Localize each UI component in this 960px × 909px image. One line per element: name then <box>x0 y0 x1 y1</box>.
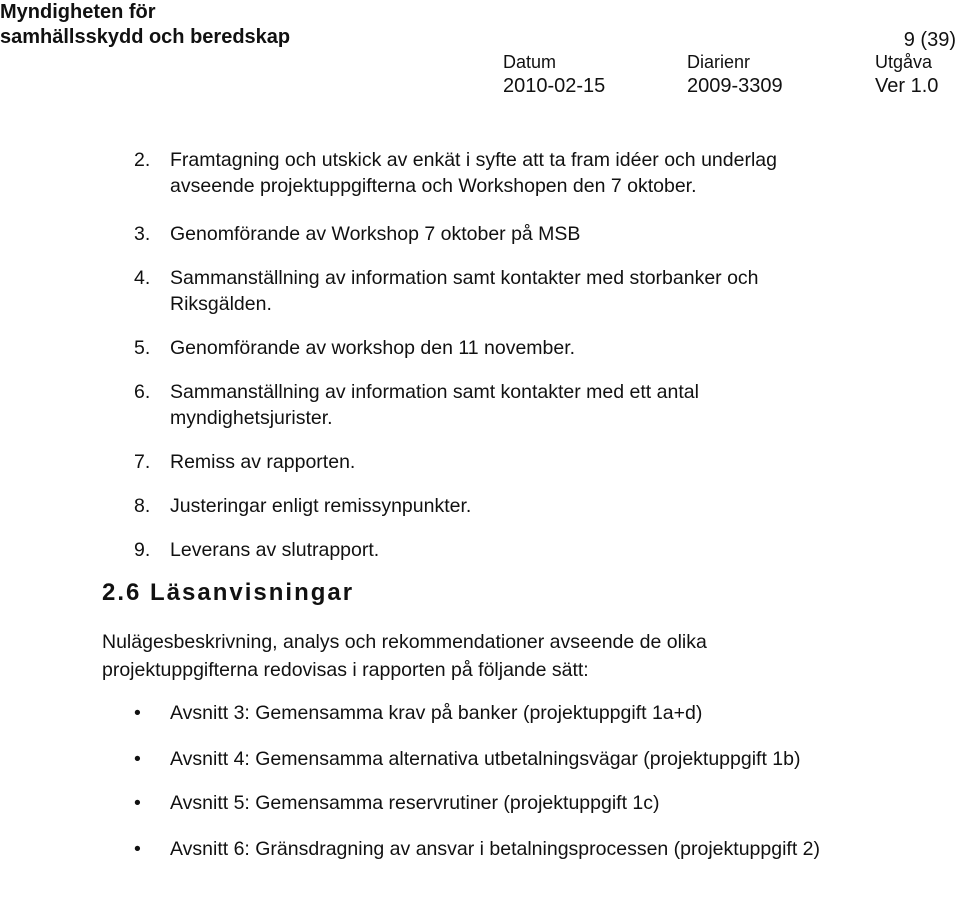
bullet-item <box>134 790 824 816</box>
date-value: 2010-02-15 <box>503 75 606 97</box>
date-label: Datum <box>503 52 557 72</box>
registration-label: Diarienr <box>687 52 751 72</box>
list-item <box>134 537 814 563</box>
section-heading: 2.6 Läsanvisningar <box>102 579 355 606</box>
list-text: Framtagning och utskick av enkät i syfte att ta fram idéer och underlag avseende projektuppgifterna och Workshopen den 7 oktober. <box>170 149 777 197</box>
list-item <box>134 147 814 199</box>
list-number: 7. <box>134 451 151 473</box>
list-item <box>134 335 814 361</box>
list-number: 5. <box>134 337 151 359</box>
date-field <box>503 50 605 99</box>
bullet-item <box>134 700 824 726</box>
list-text: Leverans av slutrapport. <box>170 539 380 561</box>
project-steps-list <box>134 147 814 563</box>
list-item <box>134 449 814 475</box>
list-text: Justeringar enligt remissynpunkter. <box>170 495 472 517</box>
list-number: 4. <box>134 267 151 289</box>
list-number: 6. <box>134 381 151 403</box>
section-intro: Nulägesbeskrivning, analys och rekommendationer avseende de olika projektuppgifterna redovisas i rapporten på följande sätt: <box>102 631 707 681</box>
bullet-icon: • <box>134 702 141 724</box>
bullet-text: Avsnitt 6: Gränsdragning av ansvar i betalningsprocessen (projektuppgift 2) <box>170 838 821 860</box>
list-item <box>134 493 814 519</box>
bullet-item <box>134 836 824 862</box>
list-text: Remiss av rapporten. <box>170 451 356 473</box>
bullet-icon: • <box>134 792 141 814</box>
list-item <box>134 265 814 317</box>
list-number: 2. <box>134 149 151 171</box>
list-text: Sammanställning av information samt kontakter med ett antal myndighetsjurister. <box>170 381 699 429</box>
list-text: Genomförande av Workshop 7 oktober på MSB <box>170 223 581 245</box>
registration-field <box>687 50 783 99</box>
page-number: 9 (39) <box>903 29 956 51</box>
list-number: 9. <box>134 539 151 561</box>
registration-value: 2009-3309 <box>687 75 783 97</box>
list-item <box>134 221 814 247</box>
bullet-item <box>134 746 824 772</box>
bullet-icon: • <box>134 838 141 860</box>
list-text: Genomförande av workshop den 11 november. <box>170 337 576 359</box>
bullet-text: Avsnitt 4: Gemensamma alternativa utbetalningsvägar (projektuppgift 1b) <box>170 748 801 770</box>
list-item <box>134 379 814 431</box>
version-label: Utgåva <box>875 52 933 72</box>
reading-guide-list <box>134 700 824 862</box>
bullet-icon: • <box>134 748 141 770</box>
version-field <box>875 50 938 99</box>
list-number: 8. <box>134 495 151 517</box>
organization-name: Myndigheten för samhällsskydd och beredskap <box>0 1 291 48</box>
bullet-text: Avsnitt 5: Gemensamma reservrutiner (projektuppgift 1c) <box>170 792 660 814</box>
list-number: 3. <box>134 223 151 245</box>
version-value: Ver 1.0 <box>875 75 939 97</box>
bullet-text: Avsnitt 3: Gemensamma krav på banker (projektuppgift 1a+d) <box>170 702 703 724</box>
list-text: Sammanställning av information samt kontakter med storbanker och Riksgälden. <box>170 267 759 315</box>
